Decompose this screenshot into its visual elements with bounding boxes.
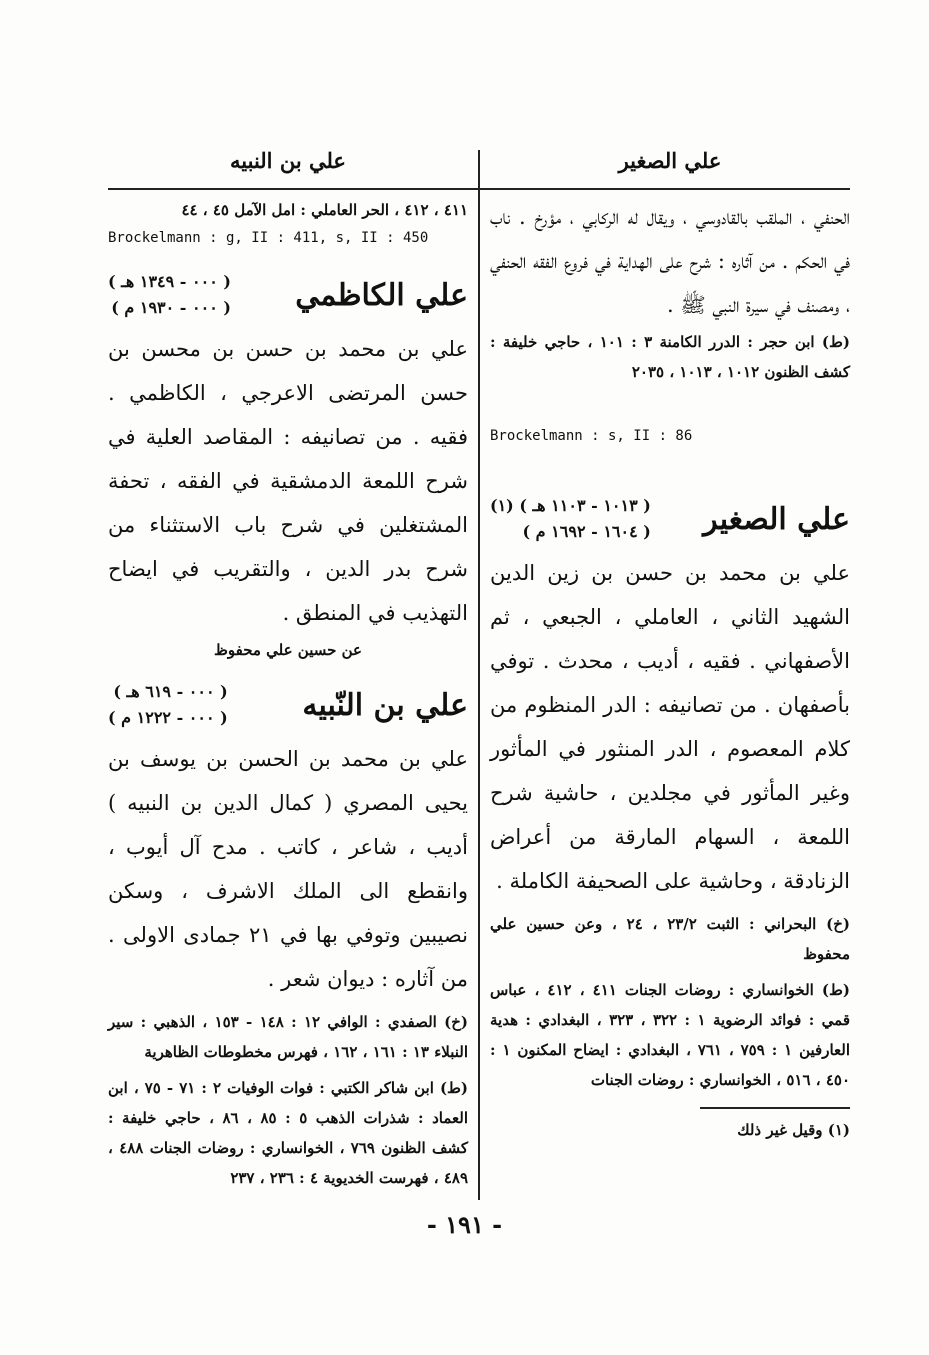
dates-gregorian: ( ١٦٠٤ - ١٦٩٢ م ): [522, 522, 651, 541]
entry-dates: [108, 679, 228, 731]
reference-list: (ط) ابن حجر : الدرر الكامنة ٣ : ١٠١ ، حاجي خليفة : كشف الظنون ١٠١٢ ، ١٠١٣ ، ٢٠٣٥: [490, 333, 850, 381]
dates-hijri: ( ٠٠٠ - ٦١٩ هـ ): [113, 682, 228, 701]
entry-name: علي بن النّبيه: [302, 687, 468, 723]
entry-text: علي بن محمد بن الحسن بن يوسف بن يحيى المصري ( كمال الدين بن النبيه ) أديب ، شاعر ، كاتب . مدح آل أيوب ، وانقطع الى الملك الاشرف ، وسكن نصيبين وتوفي بها في ٢١ جمادى الاولى . من آثاره : ديوان شعر .: [108, 747, 468, 991]
dates-hijri: ( ١٠١٣ - ١١٠٣ هـ ) (١): [490, 496, 651, 515]
left-column: [108, 195, 468, 1193]
reference-printed: (ط) الخوانساري : روضات الجنات ٤١١ ، ٤١٢ ، عباس قمي : فوائد الرضوية ١ : ٣٢٢ ، ٣٢٣ ، البغدادي : هدية العارفين ١ : ٧٥٩ ، ٧٦١ ، البغدادي : ايضاح المكنون ١ : ٤٥٠ ، ٥١٦ ، الخوانساري : روضات الجنات: [490, 981, 851, 1089]
entry-dates: [108, 269, 231, 321]
reference-printed: (ط) ابن شاكر الكتبي : فوات الوفيات ٢ : ٧١ - ٧٥ ، ابن العماد : شذرات الذهب ٥ : ٨٥ ، ٨٦ ، حاجي خليفة : كشف الظنون ٧٦٩ ، الخوانساري : روضات الجنات ٤٨٨ ، ٤٨٩ ، فهرست الخديوية ٤ : ٢٣٦ ، ٢٣٧: [108, 1079, 469, 1187]
entry-text: علي بن محمد بن حسن بن زين الدين الشهيد الثاني ، العاملي ، الجبعي ، ثم الأصفهاني . فقيه ، أديب ، محدث . توفي بأصفهان . من تصانيفه : الدر المنظوم من كلام المعصوم ، الدر المنثور في المأثور وغير المأثور في مجلدين ، حاشية شرح اللمعة ، السهام المارقة من أعراض الزنادقة ، وحاشية على الصحيفة الكاملة .: [490, 561, 850, 893]
entry-heading: [108, 269, 468, 321]
right-column-header: علي الصغير: [618, 148, 722, 173]
right-column: [490, 195, 850, 1143]
reference-list: ٤١١ ، ٤١٢ ، الحر العاملي : امل الآمل ٤٥ ، ٤٤: [181, 201, 468, 219]
reference-manuscripts: (خ) الصفدي : الوافي ١٢ : ١٤٨ - ١٥٣ ، الذهبي : سير النبلاء ١٣ : ١٦١ ، ١٦٢ ، فهرس مخطوطات الظاهرية: [108, 1013, 469, 1061]
entry-text: علي بن محمد بن حسن بن محسن بن حسن المرتضى الاعرجي ، الكاظمي . فقيه . من تصانيفه : المقاصد العلية في شرح اللمعة الدمشقية في الفقه ، تحفة المشتغلين في شرح باب الاستثناء من شرح بدر الدين ، والتقريب في ايضاح التهذيب في المنطق .: [108, 337, 468, 625]
entry-name: علي الكاظمي: [295, 277, 468, 313]
dates-gregorian: ( ٠٠٠ - ١٢٢٢ م ): [108, 708, 228, 727]
reference-manuscripts: (خ) البحراني : الثبت ٢٣/٢ ، ٢٤ ، وعن حسين علي محفوظ: [490, 915, 851, 963]
entry-heading: [108, 679, 468, 731]
dates-gregorian: ( ٠٠٠ - ١٩٣٠ م ): [111, 298, 231, 317]
entry-name: علي الصغير: [703, 501, 850, 537]
left-column-header: علي بن النبيه: [230, 148, 346, 173]
footnote: (١) وقيل غير ذلك: [737, 1121, 850, 1139]
brockelmann-reference: Brockelmann : g, II : 411, s, II : 450: [108, 230, 429, 246]
column-divider: [478, 150, 480, 1200]
entry-dates: [490, 493, 651, 545]
entry-heading: [490, 493, 850, 545]
brockelmann-reference: Brockelmann : s, II : 86: [490, 428, 693, 444]
intro-paragraph: الحنفي ، الملقب بالقادوسي ، ويقال له الركابي ، مؤرخ . ناب في الحكم . من آثاره : شرح على الهداية في فروع الفقه الحنفي ، ومصنف في سيرة النبي ﷺ .: [490, 205, 850, 317]
dates-hijri: ( ٠٠٠ - ١٣٤٩ هـ ): [108, 272, 231, 291]
entry-credit: عن حسين علي محفوظ: [214, 641, 362, 659]
page-number: - ١٩١ -: [426, 1210, 503, 1239]
footnote-rule: [700, 1107, 850, 1109]
